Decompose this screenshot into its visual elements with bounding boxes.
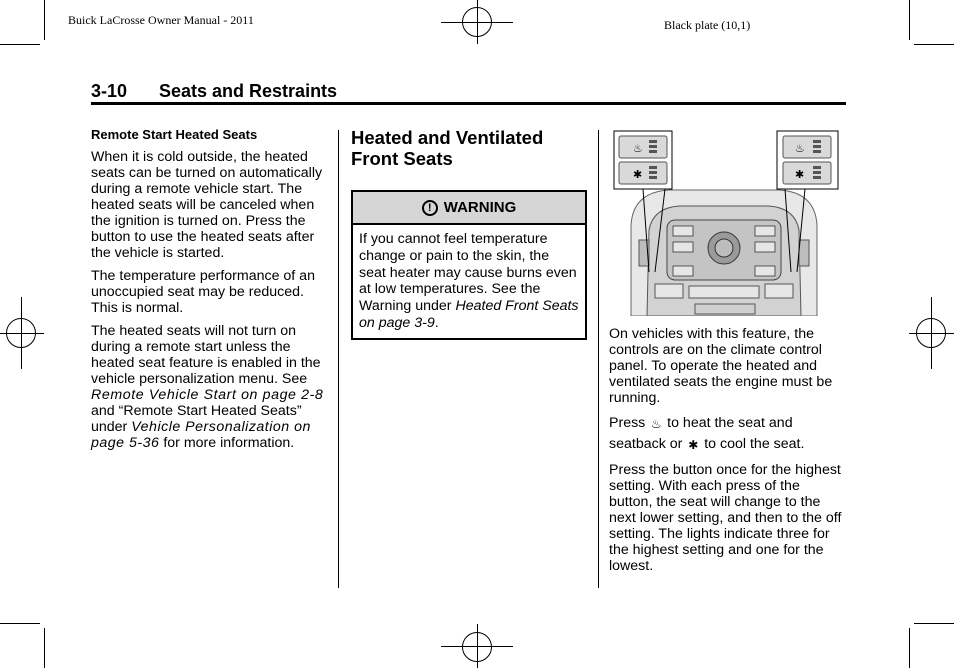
warning-label: WARNING <box>443 199 517 216</box>
text: to heat the seat and seatback or <box>609 415 793 452</box>
text: to cool the seat. <box>700 436 805 452</box>
svg-text:✱: ✱ <box>795 168 805 181</box>
warning-header <box>353 192 585 225</box>
crop-mark <box>909 628 910 668</box>
crop-mark <box>909 0 910 40</box>
section-title: Seats and Restraints <box>159 81 338 101</box>
manual-title: Buick LaCrosse Owner Manual - 2011 <box>68 13 254 27</box>
column-heated-ventilated <box>351 127 587 340</box>
cross-reference-link[interactable]: Vehicle Personalization on page 5-36 <box>91 419 311 451</box>
warning-icon: ! <box>422 200 438 216</box>
crop-mark <box>44 0 45 40</box>
warning-box <box>351 190 587 340</box>
column-divider <box>338 130 339 588</box>
column-controls <box>609 130 847 581</box>
cross-reference-link[interactable]: Heated Front Seats on page 3-9 <box>359 298 579 331</box>
svg-text:♨: ♨ <box>795 142 805 155</box>
plate-label: Black plate (10,1) <box>664 18 751 32</box>
section-heading: Heated and Ventilated Front Seats <box>351 127 544 169</box>
crop-mark <box>0 623 40 624</box>
crop-mark <box>914 44 954 45</box>
svg-text:♨: ♨ <box>633 142 643 155</box>
crop-mark <box>914 623 954 624</box>
text: If you cannot feel temperature change or pain to the skin, the seat heater may cause burns even at low temperatures. See the Warning under <box>359 231 577 315</box>
text: and “Remote Start Heated Seats” under <box>91 403 302 435</box>
text: Press <box>609 415 650 431</box>
crop-mark <box>0 44 40 45</box>
cross-reference-link[interactable]: Remote Vehicle Start on page 2-8 <box>91 387 324 403</box>
column-divider <box>598 130 599 588</box>
paragraph <box>91 323 327 451</box>
ventilated-seat-icon: ✱ <box>688 438 699 452</box>
text: . <box>434 314 439 331</box>
section-header <box>91 81 846 105</box>
text: for more information. <box>159 435 295 451</box>
climate-panel-svg <box>609 130 839 316</box>
heated-seat-icon: ♨ <box>650 417 662 431</box>
paragraph: When it is cold outside, the heated seats can be turned on automatically during a remote vehicle start. The heated seats will be canceled when the ignition is turned on. Press the button to use the heated seats after the vehicle is started. <box>91 149 323 261</box>
paragraph <box>609 413 847 455</box>
warning-text <box>353 225 585 338</box>
paragraph: On vehicles with this feature, the controls are on the climate control panel. To operate the heated and ventilated seats the engine must be running. <box>609 326 833 406</box>
paragraph: Press the button once for the highest setting. With each press of the button, the seat will change to the next lower setting, and then to the off setting. The lights indicate three for the highest setting and one for the lowest. <box>609 462 842 574</box>
column-remote-start <box>91 127 327 458</box>
crop-mark <box>44 628 45 668</box>
text: The heated seats will not turn on during a remote start unless the heated seat feature is enabled in the vehicle personalization menu. See <box>91 323 321 387</box>
page-number: 3-10 <box>91 81 128 101</box>
paragraph: The temperature performance of an unoccupied seat may be reduced. This is normal. <box>91 268 315 316</box>
climate-control-panel-illustration <box>609 130 839 316</box>
subheading: Remote Start Heated Seats <box>91 127 258 142</box>
svg-text:✱: ✱ <box>633 168 643 181</box>
